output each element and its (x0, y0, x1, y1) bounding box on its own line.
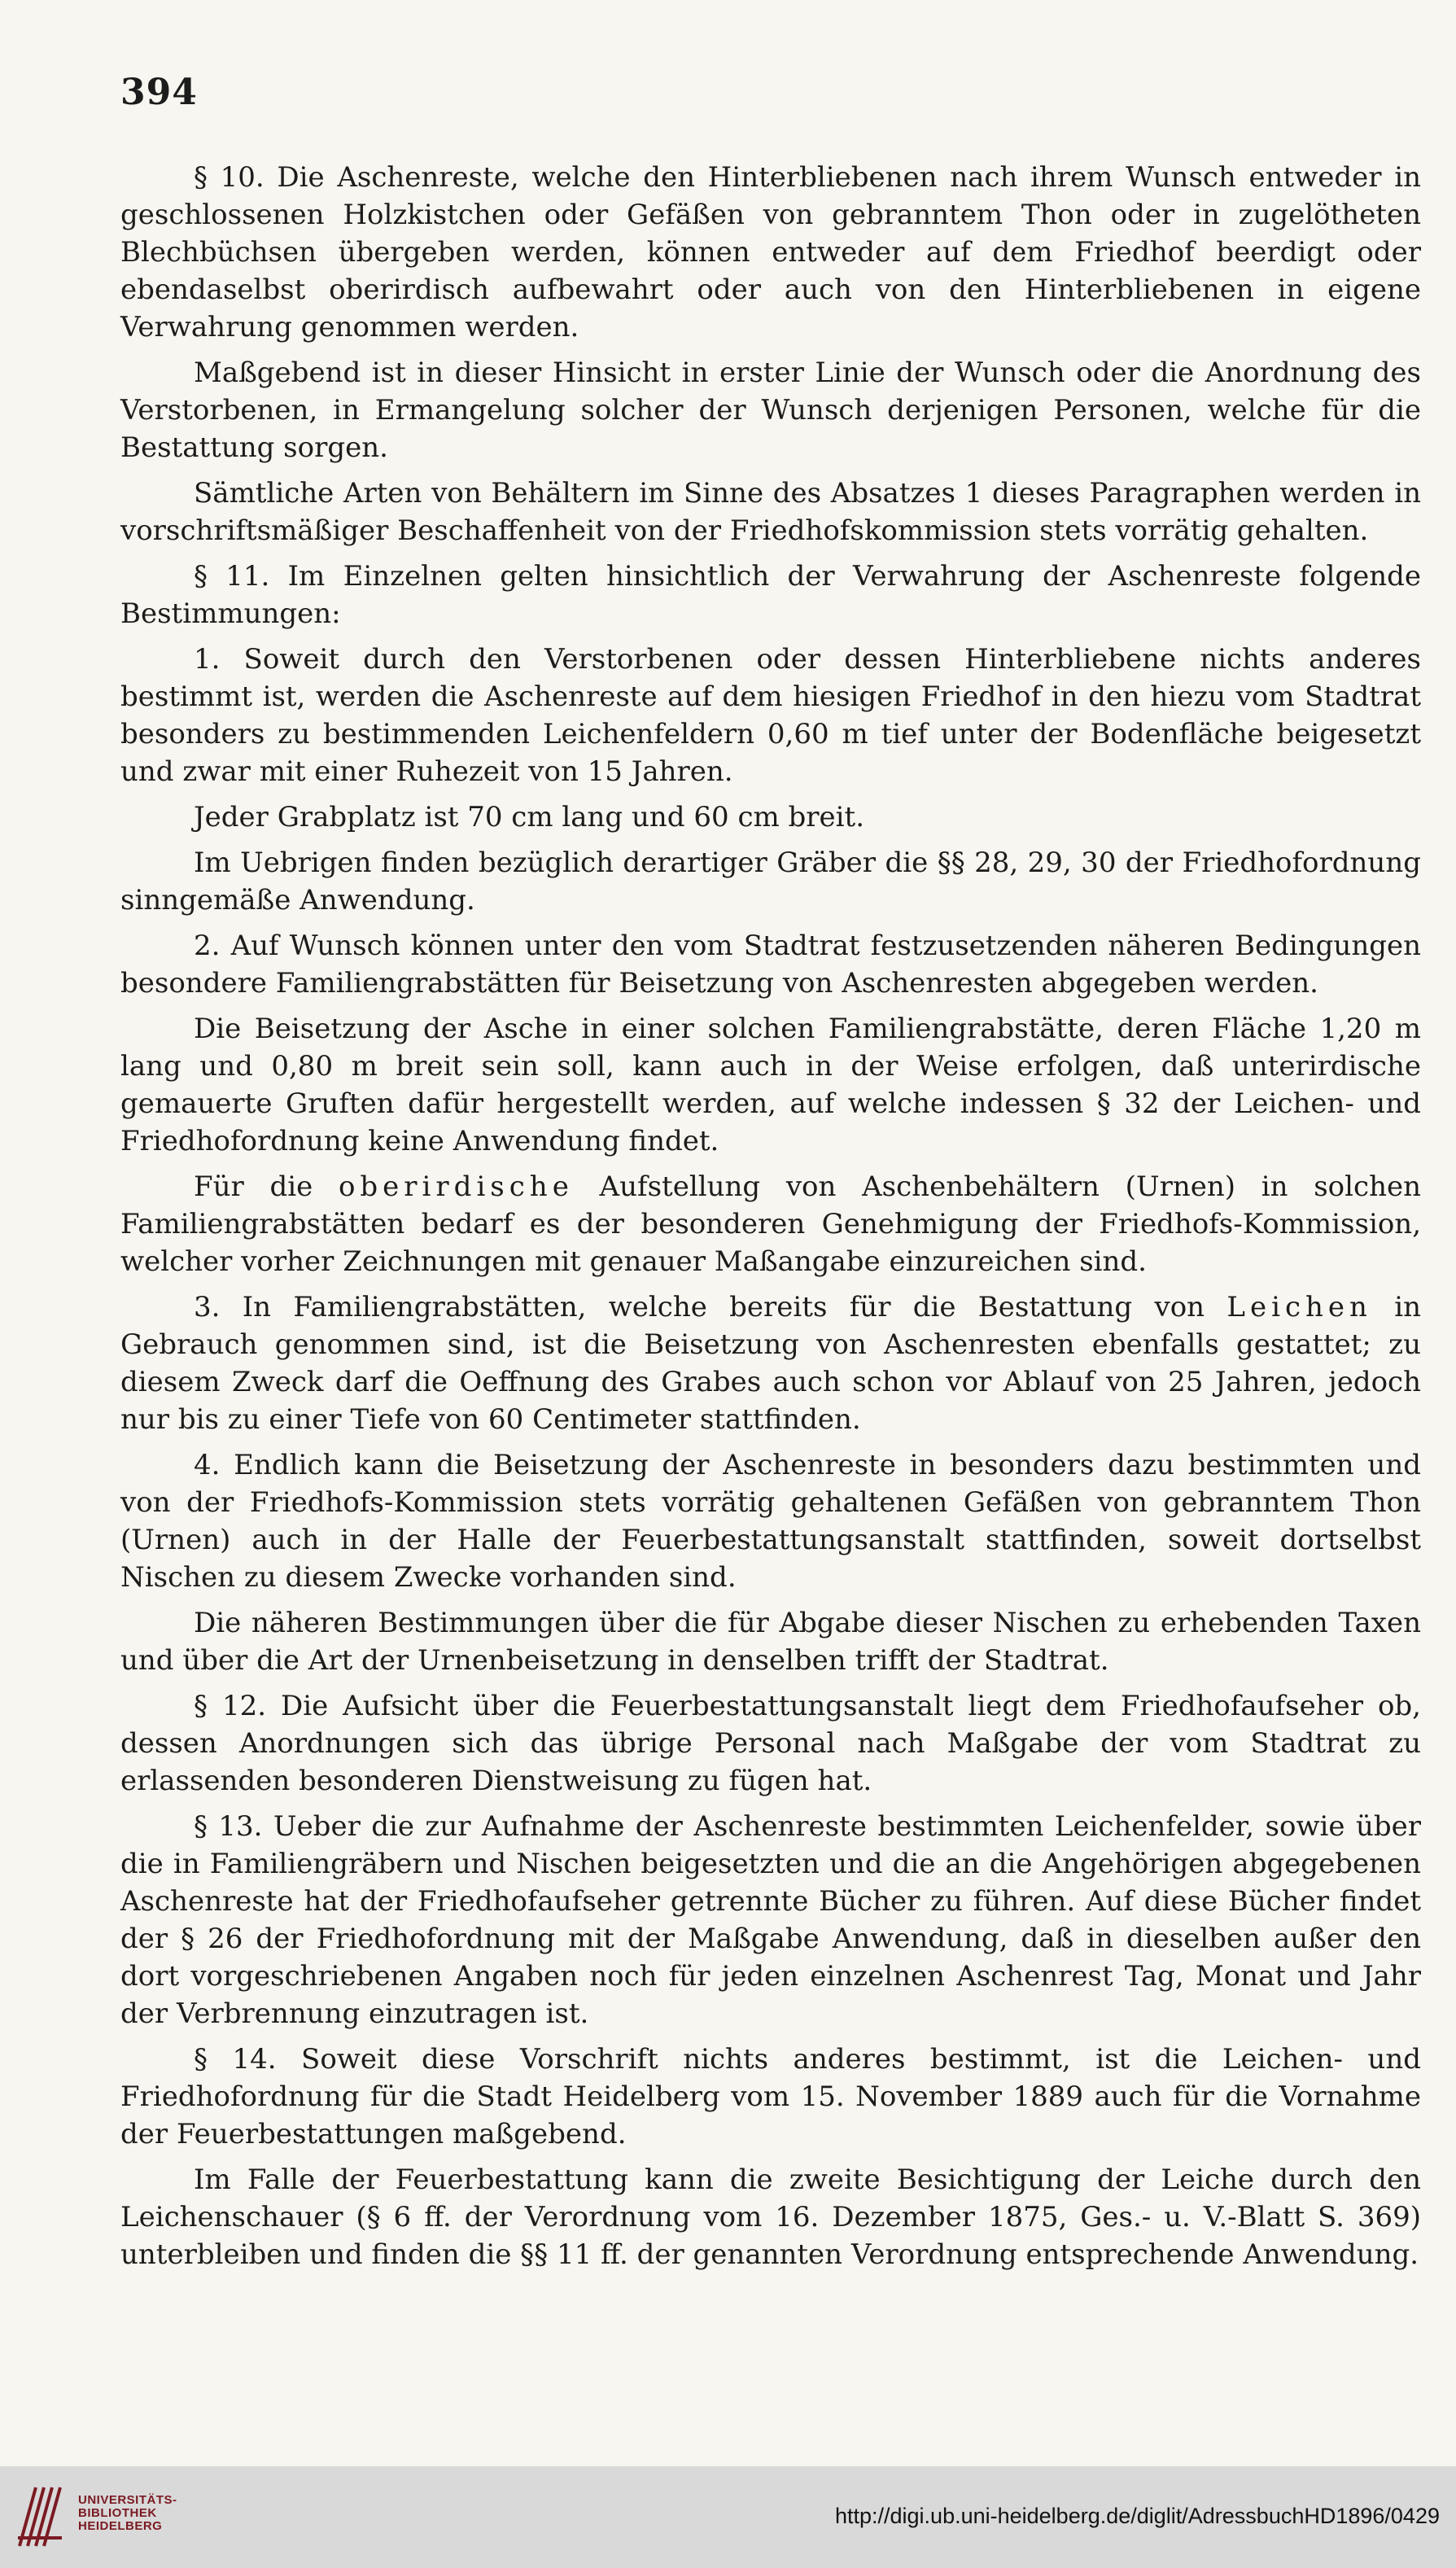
paragraph-11-remaining: Im Uebrigen finden bezüglich derartiger Gräber die §§ 28, 29, 30 der Friedhofordnung sinngemäße Anwendung. (120, 847, 1421, 917)
emphasis-oberirdische: oberirdische (338, 1170, 574, 1203)
library-logo-icon (15, 2481, 65, 2551)
logo-line: HEIDELBERG (78, 2519, 163, 2533)
paragraph-11-item-4: 4. Endlich kann die Beisetzung der Aschenreste in besonders dazu bestimmten und von der Friedhofs-Kommission stets vorrätig gehaltenen Gefäßen von gebranntem Thon (Urnen) auch in der Halle der Feuerbestattungsanstalt stattfinden, soweit dortselbst Nischen zu diesem Zwecke vorhanden sind. (120, 1449, 1421, 1594)
paragraph-10-2: Maßgebend ist in dieser Hinsicht in erster Linie der Wunsch oder die Anordnung des Verstorbenen, in Ermangelung solcher der Wunsch derjenigen Personen, welche für die Bestattung sorgen. (120, 357, 1421, 464)
logo-line: BIBLIOTHEK (78, 2506, 157, 2520)
text-run: 3. In Familiengrabstätten, welche bereits für die Bestattung von (194, 1291, 1205, 1323)
text-run: Für die (194, 1170, 313, 1203)
paragraph-11-niches: Die näheren Bestimmungen über die für Abgabe dieser Nischen zu erhebenden Taxen und über die Art der Urnenbeisetzung in denselben trifft der Stadtrat. (120, 1607, 1421, 1677)
text-run: Aufstellung von Aschenbehältern (Urnen) in solchen Familiengrabstätten bedarf es der besonderen Genehmigung der Friedhofs-Kommission, welcher vorher Zeichnungen mit genauer Maßangabe einzureichen sind. (120, 1170, 1421, 1278)
text-run: in Gebrauch genommen sind, ist die Beisetzung von Aschenresten ebenfalls gestattet; zu diesem Zweck darf die Oeffnung des Grabes auch schon vor Ablauf von 25 Jahren, jedoch nur bis zu einer Tiefe von 60 Centimeter stattfinden. (120, 1291, 1421, 1436)
library-logo-text (78, 2494, 177, 2533)
paragraph-11-intro: § 11. Im Einzelnen gelten hinsichtlich der Verwahrung der Aschenreste folgende Bestimmungen: (120, 560, 1421, 630)
paragraph-11-grave-size: Jeder Grabplatz ist 70 cm lang und 60 cm breit. (194, 801, 865, 833)
paragraph-14: § 14. Soweit diese Vorschrift nichts anderes bestimmt, ist die Leichen- und Friedhofordnung für die Stadt Heidelberg vom 15. November 1889 auch für die Vornahme der Feuerbestattungen maßgebend. (120, 2043, 1421, 2150)
document-body (120, 159, 1421, 2281)
paragraph-11-urns (120, 1168, 1421, 1280)
paragraph-11-item-1: 1. Soweit durch den Verstorbenen oder dessen Hinterbliebene nichts anderes bestimmt ist, werden die Aschenreste auf dem hiesigen Friedhof in den hiezu vom Stadtrat besonders zu bestimmenden Leichenfeldern 0,60 m tief unter der Bodenfläche beigesetzt und zwar mit einer Ruhezeit von 15 Jahren. (120, 643, 1421, 788)
paragraph-14-second: Im Falle der Feuerbestattung kann die zweite Besichtigung der Leiche durch den Leichenschauer (§ 6 ff. der Verordnung vom 16. Dezember 1875, Ges.- u. V.-Blatt S. 369) unterbleiben und finden die §§ 11 ff. der genannten Verordnung entsprechende Anwendung. (120, 2163, 1421, 2271)
footer-bar (0, 2466, 1456, 2568)
paragraph-11-item-2: 2. Auf Wunsch können unter den vom Stadtrat festzusetzenden näheren Bedingungen besondere Familiengrabstätten für Beisetzung von Aschenresten abgegeben werden. (120, 930, 1421, 1000)
paragraph-11-item-3 (120, 1288, 1421, 1438)
source-url-link[interactable]: http://digi.ub.uni-heidelberg.de/diglit/AdressbuchHD1896/0429 (834, 2504, 1440, 2528)
paragraph-10-1: § 10. Die Aschenreste, welche den Hinterbliebenen nach ihrem Wunsch entweder in geschlossenen Holzkistchen oder Gefäßen von gebranntem Thon oder in zugelötheten Blechbüchsen übergeben werden, können entweder auf dem Friedhof beerdigt oder ebendaselbst oberirdisch aufbewahrt oder auch von den Hinterbliebenen in eigene Verwahrung genommen werden. (120, 161, 1421, 343)
page-number: 394 (120, 72, 198, 113)
paragraph-13: § 13. Ueber die zur Aufnahme der Aschenreste bestimmten Leichenfelder, sowie über die in Familiengräbern und Nischen beigesetzten und die an die Angehörigen abgegebenen Aschenreste hat der Friedhofaufseher getrennte Bücher zu führen. Auf diese Bücher findet der § 26 der Friedhofordnung mit der Maßgabe Anwendung, daß in dieselben außer den dort vorgeschriebenen Angaben noch für jeden einzelnen Aschenrest Tag, Monat und Jahr der Verbrennung einzutragen ist. (120, 1810, 1421, 2030)
logo-line: UNIVERSITÄTS- (78, 2493, 177, 2507)
emphasis-leichen: Leichen (1226, 1291, 1372, 1323)
paragraph-12: § 12. Die Aufsicht über die Feuerbestattungsanstalt liegt dem Friedhofaufseher ob, dessen Anordnungen sich das übrige Personal nach Maßgabe der vom Stadtrat zu erlassenden besonderen Dienstweisung zu fügen hat. (120, 1690, 1421, 1797)
paragraph-11-family-graves: Die Beisetzung der Asche in einer solchen Familiengrabstätte, deren Fläche 1,20 m lang und 0,80 m breit sein soll, kann auch in der Weise erfolgen, daß unterirdische gemauerte Gruften dafür hergestellt werden, auf welche indessen § 32 der Leichen- und Friedhofordnung keine Anwendung findet. (120, 1013, 1421, 1157)
paragraph-10-3: Sämtliche Arten von Behältern im Sinne des Absatzes 1 dieses Paragraphen werden in vorschriftsmäßiger Beschaffenheit von der Friedhofskommission stets vorrätig gehalten. (120, 477, 1421, 547)
